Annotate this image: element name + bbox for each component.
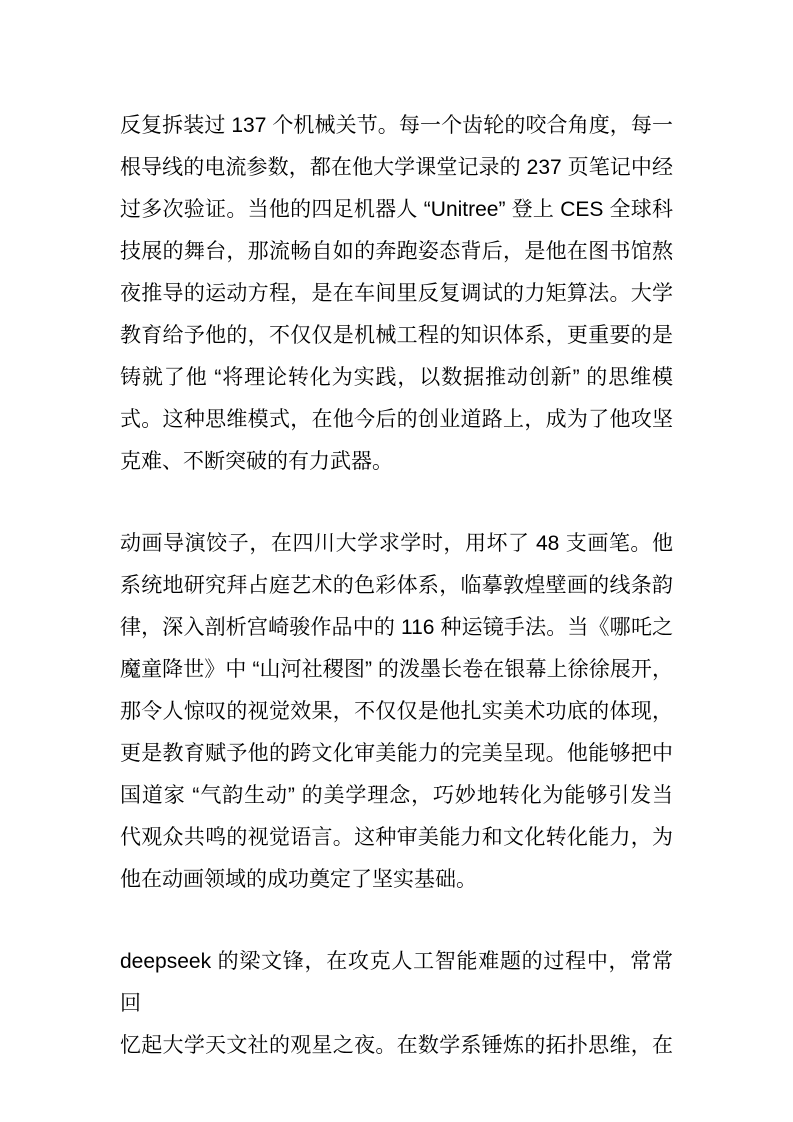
text-line: 过多次验证。当他的四足机器人 “Unitree” 登上 CES 全球科 bbox=[120, 198, 673, 221]
text-line: 式。这种思维模式，在他今后的创业道路上，成为了他攻坚 bbox=[120, 408, 673, 431]
text-line: 铸就了他 “将理论转化为实践，以数据推动创新” 的思维模 bbox=[120, 366, 673, 389]
text-line: 动画导演饺子，在四川大学求学时，用坏了 48 支画笔。他 bbox=[120, 532, 673, 555]
text-line: 系统地研究拜占庭艺术的色彩体系，临摹敦煌壁画的线条韵 bbox=[120, 574, 673, 597]
text-line: 他在动画领域的成功奠定了坚实基础。 bbox=[120, 868, 477, 891]
text-line: 夜推导的运动方程，是在车间里反复调试的力矩算法。大学 bbox=[120, 282, 673, 305]
text-line: 代观众共鸣的视觉语言。这种审美能力和文化转化能力，为 bbox=[120, 826, 673, 849]
text-line: 忆起大学天文社的观星之夜。在数学系锤炼的拓扑思维，在 bbox=[120, 1034, 673, 1057]
text-line: 律，深入剖析宫崎骏作品中的 116 种运镜手法。当《哪吒之 bbox=[120, 616, 673, 639]
document-body bbox=[120, 105, 673, 1107]
text-line: 教育给予他的，不仅仅是机械工程的知识体系，更重要的是 bbox=[120, 324, 673, 347]
text-line: 技展的舞台，那流畅自如的奔跑姿态背后，是他在图书馆熬 bbox=[120, 240, 673, 263]
text-line: 反复拆装过 137 个机械关节。每一个齿轮的咬合角度，每一 bbox=[120, 114, 673, 137]
text-line: 国道家 “气韵生动” 的美学理念，巧妙地转化为能够引发当 bbox=[120, 784, 673, 807]
text-line: 魔童降世》中 “山河社稷图” 的泼墨长卷在银幕上徐徐展开， bbox=[120, 658, 673, 681]
paragraph-1 bbox=[120, 105, 673, 483]
text-line: 那令人惊叹的视觉效果，不仅仅是他扎实美术功底的体现， bbox=[120, 700, 673, 723]
text-line: deepseek 的梁文锋，在攻克人工智能难题的过程中，常常回 bbox=[120, 950, 673, 1015]
text-line: 更是教育赋予他的跨文化审美能力的完美呈现。他能够把中 bbox=[120, 742, 673, 765]
paragraph-3 bbox=[120, 941, 673, 1067]
paragraph-2 bbox=[120, 523, 673, 901]
text-line: 克难、不断突破的有力武器。 bbox=[120, 450, 393, 473]
text-line: 根导线的电流参数，都在他大学课堂记录的 237 页笔记中经 bbox=[120, 156, 673, 179]
